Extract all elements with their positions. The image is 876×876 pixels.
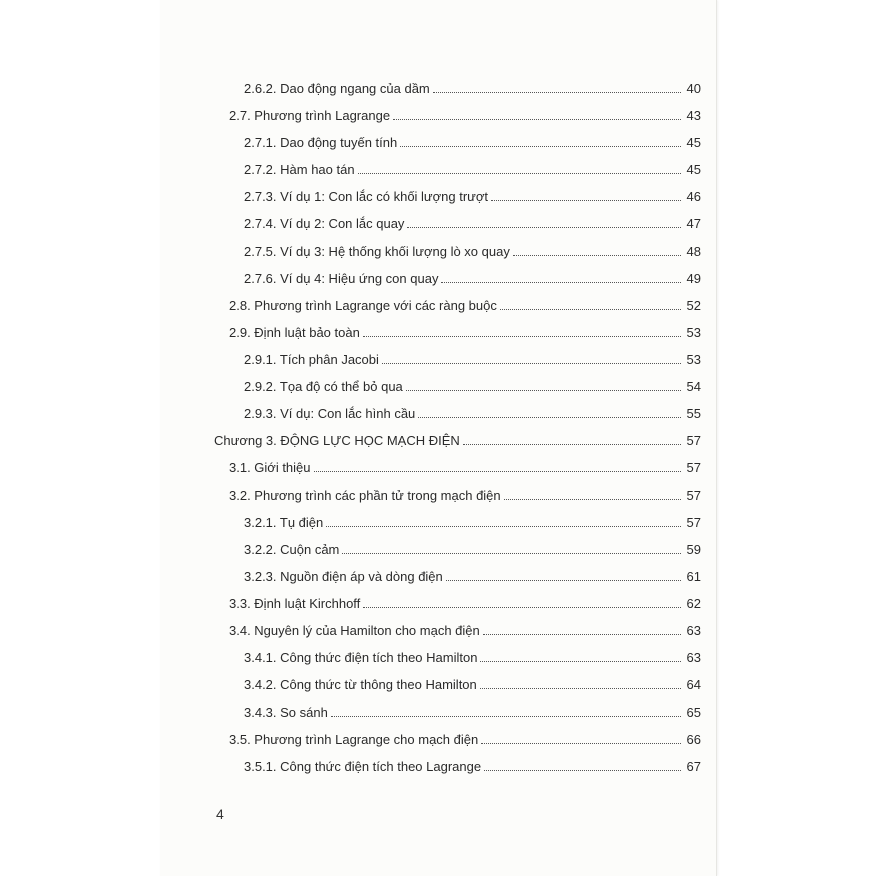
toc-entry-3-4-2 <box>244 675 701 693</box>
toc-entry-label: 3.2.1. Tụ điện <box>244 515 324 530</box>
dot-leader <box>446 580 681 581</box>
toc-entry-page: 63 <box>686 623 701 638</box>
toc-entry-page: 57 <box>686 488 701 503</box>
toc-entry-page: 62 <box>686 596 701 611</box>
toc-entry-label: 3.1. Giới thiệu <box>229 460 311 475</box>
dot-leader <box>480 688 681 689</box>
toc-entry-3-1 <box>229 458 701 476</box>
toc-entry-3-2-1 <box>244 513 701 531</box>
toc-entry-page: 46 <box>686 189 701 204</box>
toc-entry-label: 2.9.1. Tích phân Jacobi <box>244 352 379 367</box>
toc-entry-3-4-3 <box>244 703 701 721</box>
toc-entry-3-4-1 <box>244 648 701 666</box>
toc-entry-label: 3.5. Phương trình Lagrange cho mạch điện <box>229 732 479 747</box>
toc-entry-label: 3.2.2. Cuộn cảm <box>244 542 340 557</box>
toc-entry-page: 57 <box>686 460 701 475</box>
dot-leader <box>513 255 681 256</box>
dot-leader <box>363 607 681 608</box>
toc-entry-page: 47 <box>686 216 701 231</box>
toc-entry-2-7-6 <box>244 269 701 287</box>
toc-entry-chapter-3 <box>214 431 701 449</box>
toc-entry-page: 45 <box>686 162 701 177</box>
toc-entry-label: 3.3. Định luật Kirchhoff <box>229 596 361 611</box>
toc-entry-page: 61 <box>686 569 701 584</box>
dot-leader <box>407 227 681 228</box>
toc-entry-page: 57 <box>686 433 701 448</box>
toc-entry-label: 2.8. Phương trình Lagrange với các ràng buộc <box>229 298 497 313</box>
page-number: 4 <box>216 806 224 822</box>
toc-entry-3-2 <box>229 486 701 504</box>
toc-entry-page: 65 <box>686 705 701 720</box>
toc-entry-label: 2.9. Định luật bảo toàn <box>229 325 360 340</box>
dot-leader <box>331 716 681 717</box>
toc-entry-label: 2.7.6. Ví dụ 4: Hiệu ứng con quay <box>244 271 439 286</box>
toc-entry-label: 2.7. Phương trình Lagrange <box>229 108 391 123</box>
dot-leader <box>483 634 681 635</box>
toc-entry-label: 2.7.2. Hàm hao tán <box>244 162 355 177</box>
toc-entry-2-7-1 <box>244 133 701 151</box>
toc-entry-3-5-1 <box>244 757 701 775</box>
dot-leader <box>400 146 681 147</box>
toc-entry-3-3 <box>229 594 701 612</box>
toc-entry-label: 2.7.4. Ví dụ 2: Con lắc quay <box>244 216 405 231</box>
toc-entry-page: 54 <box>686 379 701 394</box>
toc-entry-page: 53 <box>686 352 701 367</box>
dot-leader <box>480 661 681 662</box>
toc-entry-page: 59 <box>686 542 701 557</box>
toc-entry-2-9 <box>229 323 701 341</box>
dot-leader <box>382 363 681 364</box>
toc-entry-page: 66 <box>686 732 701 747</box>
toc-entry-3-4 <box>229 621 701 639</box>
dot-leader <box>326 526 681 527</box>
toc-entry-label: 3.4.1. Công thức điện tích theo Hamilton <box>244 650 478 665</box>
dot-leader <box>481 743 681 744</box>
dot-leader <box>406 390 681 391</box>
toc-entry-page: 48 <box>686 244 701 259</box>
toc-entry-page: 53 <box>686 325 701 340</box>
toc-entry-page: 57 <box>686 515 701 530</box>
toc-entry-page: 45 <box>686 135 701 150</box>
dot-leader <box>393 119 681 120</box>
dot-leader <box>314 471 681 472</box>
toc-entry-3-2-2 <box>244 540 701 558</box>
dot-leader <box>500 309 681 310</box>
dot-leader <box>504 499 681 500</box>
toc-entry-label: 2.7.1. Dao động tuyến tính <box>244 135 398 150</box>
toc-entry-label: Chương 3. ĐỘNG LỰC HỌC MẠCH ĐIỆN <box>214 433 460 448</box>
toc-entry-2-9-2 <box>244 377 701 395</box>
dot-leader <box>463 444 681 445</box>
toc-entry-2-7-5 <box>244 242 701 260</box>
toc-entry-3-2-3 <box>244 567 701 585</box>
toc-entry-label: 3.5.1. Công thức điện tích theo Lagrange <box>244 759 482 774</box>
toc-entry-label: 3.4. Nguyên lý của Hamilton cho mạch điện <box>229 623 480 638</box>
toc-entry-3-5 <box>229 730 701 748</box>
toc-entry-page: 43 <box>686 108 701 123</box>
toc-entry-2-7-3 <box>244 187 701 205</box>
toc-entry-page: 64 <box>686 677 701 692</box>
toc-entry-label: 3.2. Phương trình các phần tử trong mạch điện <box>229 488 501 503</box>
toc-entry-label: 2.9.3. Ví dụ: Con lắc hình cầu <box>244 406 416 421</box>
dot-leader <box>342 553 681 554</box>
toc-entry-page: 49 <box>686 271 701 286</box>
toc-entry-label: 2.7.5. Ví dụ 3: Hệ thống khối lượng lò xo quay <box>244 244 510 259</box>
toc-entry-page: 67 <box>686 759 701 774</box>
toc-entry-2-7-4 <box>244 214 701 232</box>
toc-entry-page: 55 <box>686 406 701 421</box>
dot-leader <box>484 770 681 771</box>
dot-leader <box>418 417 681 418</box>
toc-entry-page: 40 <box>686 81 701 96</box>
dot-leader <box>363 336 681 337</box>
toc-entry-label: 3.2.3. Nguồn điện áp và dòng điện <box>244 569 443 584</box>
toc-entry-2-9-1 <box>244 350 701 368</box>
toc-entry-label: 3.4.2. Công thức từ thông theo Hamilton <box>244 677 477 692</box>
toc-entry-page: 52 <box>686 298 701 313</box>
toc-entry-label: 2.9.2. Tọa độ có thể bỏ qua <box>244 379 403 394</box>
dot-leader <box>491 200 681 201</box>
toc-entry-2-8 <box>229 296 701 314</box>
toc-entry-2-7-2 <box>244 160 701 178</box>
toc-entry-2-9-3 <box>244 404 701 422</box>
dot-leader <box>441 282 681 283</box>
toc-entry-2-7 <box>229 106 701 124</box>
dot-leader <box>358 173 681 174</box>
toc-entry-label: 3.4.3. So sánh <box>244 705 328 720</box>
toc-entry-label: 2.7.3. Ví dụ 1: Con lắc có khối lượng trượt <box>244 189 489 204</box>
toc-entry-page: 63 <box>686 650 701 665</box>
dot-leader <box>433 92 681 93</box>
toc-entry-2-6-2 <box>244 79 701 97</box>
toc-entry-label: 2.6.2. Dao động ngang của dầm <box>244 81 430 96</box>
